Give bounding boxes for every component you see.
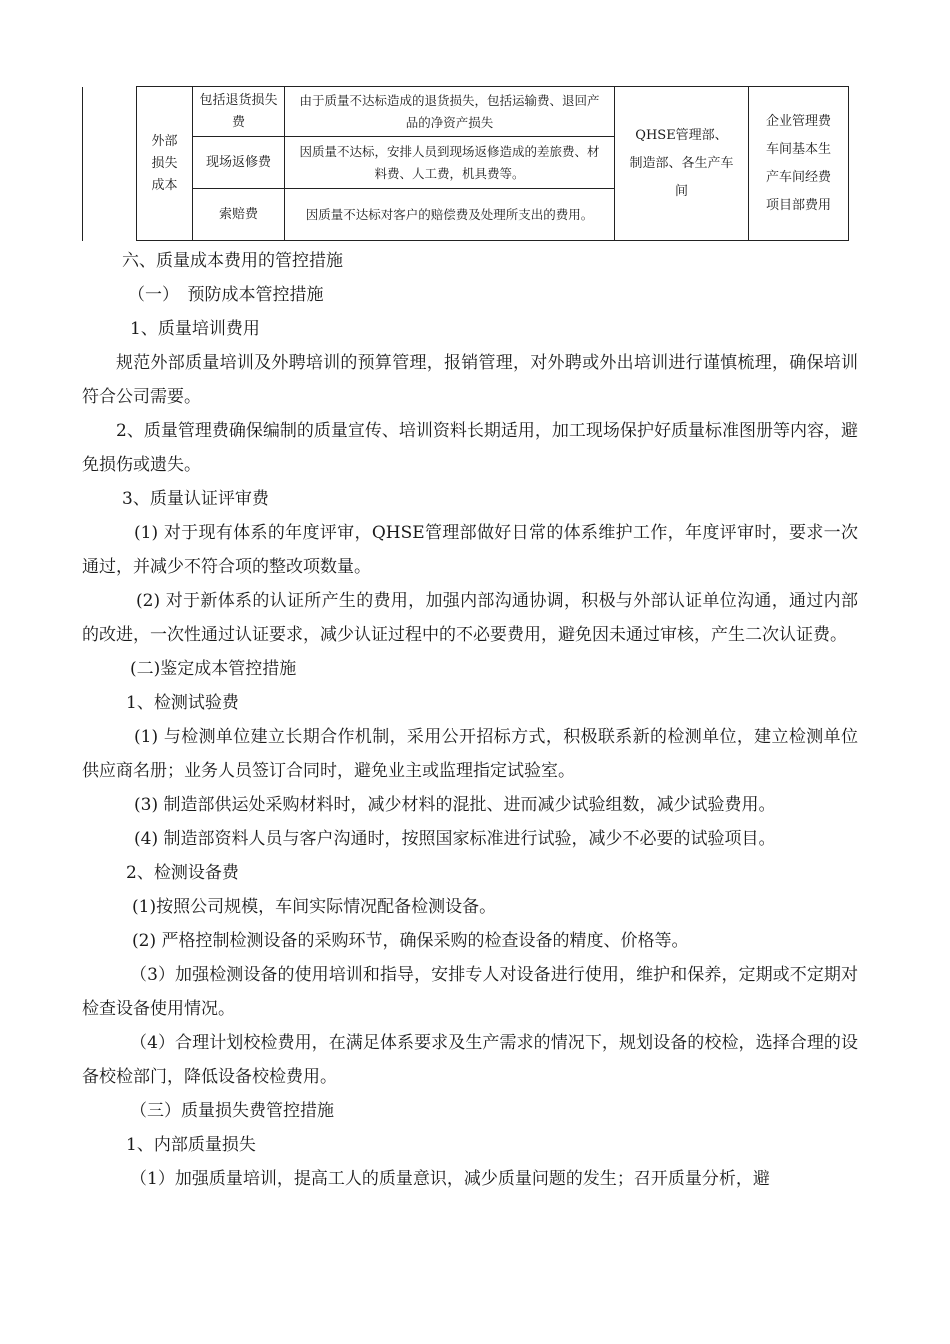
item-title: 1、内部质量损失 — [126, 1135, 256, 1155]
table-row — [83, 87, 849, 137]
desc-cell: 因质量不达标，安排人员到现场返修造成的差旅费、材料费、人工费，机具费等。 — [285, 137, 615, 189]
desc-cell: 由于质量不达标造成的退货损失，包括运输费、退回产品的净资产损失 — [285, 87, 615, 137]
paragraph: （1）加强质量培训，提高工人的质量意识，减少质量问题的发生；召开质量分析，避 — [130, 1169, 770, 1189]
paragraph: （4）合理计划校检费用，在满足体系要求及生产需求的情况下，规划设备的校检，选择合理的设备校检部门，降低设备校检费用。 — [82, 1033, 858, 1087]
section-heading: 六、质量成本费用的管控措施 — [122, 251, 343, 271]
item-title: 2、检测设备费 — [126, 863, 239, 883]
body-text — [82, 244, 858, 1196]
item-cell: 现场返修费 — [193, 137, 285, 189]
paragraph: 规范外部质量培训及外聘培训的预算管理，报销管理，对外聘或外出培训进行谨慎梳理，确保培训符合公司需要。 — [82, 353, 858, 407]
group-cell: 外部损失成本 — [137, 87, 193, 241]
desc-cell: 因质量不达标对客户的赔偿费及处理所支出的费用。 — [285, 189, 615, 241]
paragraph: (3) 制造部供运处采购材料时，减少材料的混批、进而减少试验组数，减少试验费用。 — [134, 795, 776, 815]
subsection-heading: (二)鉴定成本管控措施 — [130, 659, 297, 679]
paragraph: (1) 对于现有体系的年度评审，QHSE管理部做好日常的体系维护工作，年度评审时，要求一次通过，并减少不符合项的整改项数量。 — [82, 523, 858, 577]
blank-cell — [83, 87, 137, 241]
paragraph: (2) 严格控制检测设备的采购环节，确保采购的检查设备的精度、价格等。 — [132, 931, 689, 951]
paragraph: (2) 对于新体系的认证所产生的费用，加强内部沟通协调，积极与外部认证单位沟通，通过内部的改进，一次性通过认证要求，减少认证过程中的不必要费用，避免因未通过审核，产生二次认证费。 — [82, 591, 858, 645]
item-title: 3、质量认证评审费 — [122, 489, 269, 509]
account-cell: 企业管理费车间基本生产车间经费项目部费用 — [749, 87, 849, 241]
paragraph: (1)按照公司规模，车间实际情况配备检测设备。 — [132, 897, 497, 917]
item-title: 1、检测试验费 — [126, 693, 239, 713]
paragraph: (4) 制造部资料人员与客户沟通时，按照国家标准进行试验，减少不必要的试验项目。 — [134, 829, 776, 849]
dept-cell: QHSE管理部、制造部、各生产车间 — [615, 87, 749, 241]
item-cell: 索赔费 — [193, 189, 285, 241]
item-cell: 包括退货损失费 — [193, 87, 285, 137]
cost-table — [82, 86, 849, 241]
subsection-heading: （三）质量损失费管控措施 — [130, 1101, 334, 1121]
paragraph: (1) 与检测单位建立长期合作机制，采用公开招标方式，积极联系新的检测单位，建立检测单位供应商名册；业务人员签订合同时，避免业主或监理指定试验室。 — [82, 727, 858, 781]
paragraph: 2、质量管理费确保编制的质量宣传、培训资料长期适用，加工现场保护好质量标准图册等内容，避免损伤或遗失。 — [82, 421, 858, 475]
paragraph: （3）加强检测设备的使用培训和指导，安排专人对设备进行使用，维护和保养，定期或不定期对检查设备使用情况。 — [82, 965, 858, 1019]
item-title: 1、质量培训费用 — [130, 319, 260, 339]
subsection-heading: （一） 预防成本管控措施 — [128, 285, 324, 305]
